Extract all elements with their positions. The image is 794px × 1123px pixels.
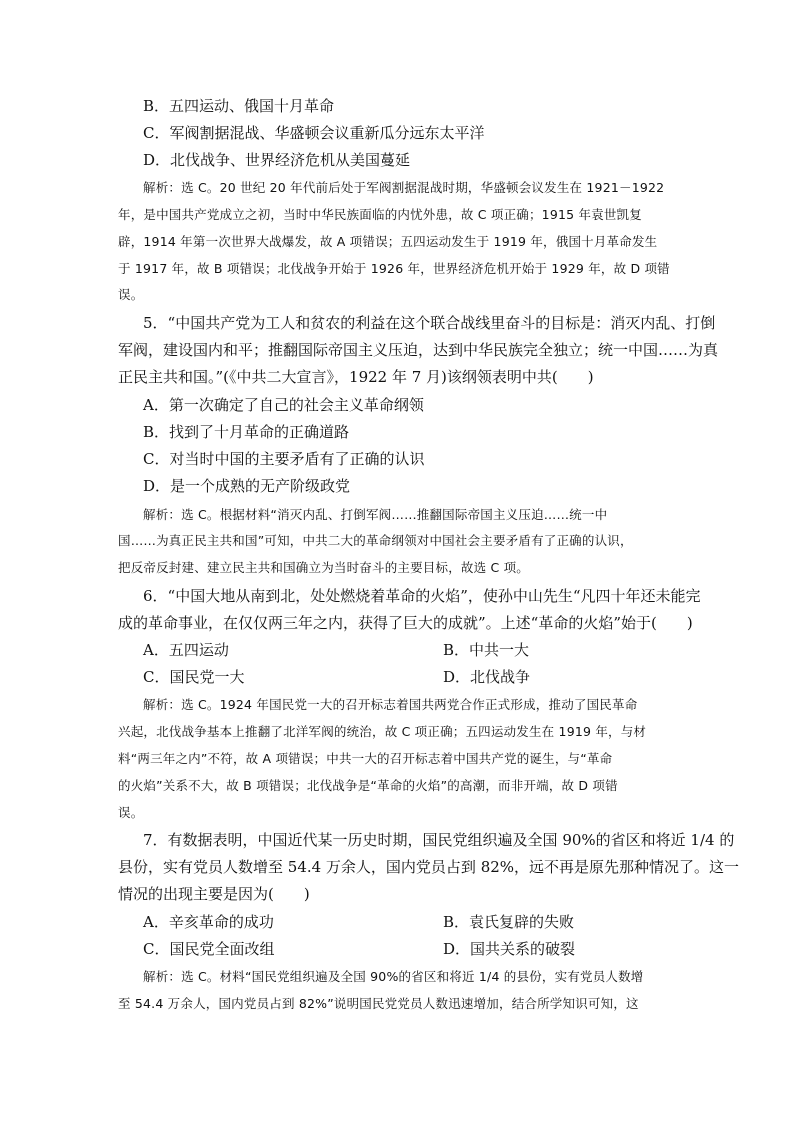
q4-analysis-line: 误。 — [118, 287, 144, 302]
q4-analysis-line: 解析：选 C。20 世纪 20 年代前后处于军阀割据混战时期，华盛顿会议发生在 1921－1922 — [143, 180, 665, 195]
q7-option-c: C．国民党全面改组 — [143, 940, 275, 958]
q6-analysis-line: 兴起，北伐战争基本上推翻了北洋军阀的统治，故 C 项正确；五四运动发生在 1919 年，与材 — [118, 724, 647, 739]
q7-stem-line: 7．有数据表明，中国近代某一历史时期，国民党组织遍及全国 90%的省区和将近 1/4 的 — [143, 831, 735, 849]
q5-option-d: D．是一个成熟的无产阶级政党 — [143, 477, 351, 495]
q4-analysis-line: 辟，1914 年第一次世界大战爆发，故 A 项错误；五四运动发生于 1919 年，俄国十月革命发生 — [118, 234, 658, 249]
q5-option-b: B．找到了十月革命的正确道路 — [143, 423, 350, 441]
q6-analysis-line: 误。 — [118, 805, 144, 820]
q6-option-b: B．中共一大 — [443, 641, 530, 659]
q5-option-c: C．对当时中国的主要矛盾有了正确的认识 — [143, 450, 425, 468]
q5-stem-line: 正民主共和国。”(《中共二大宣言》，1922 年 7 月)该纲领表明中共( ) — [118, 368, 594, 386]
q7-analysis-line: 至 54.4 万余人，国内党员占到 82%”说明国民党党员人数迅速增加，结合所学知识可知，这 — [118, 996, 639, 1011]
q5-option-a: A．第一次确定了自己的社会主义革命纲领 — [143, 396, 424, 414]
q5-analysis-line: 把反帝反封建、建立民主共和国确立为当时奋斗的主要目标，故选 C 项。 — [118, 560, 529, 575]
q5-stem-line: 军阀，建设国内和平；推翻国际帝国主义压迫，达到中华民族完全独立；统一中国……为真 — [118, 341, 719, 359]
q4-option-b: B．五四运动、俄国十月革命 — [143, 97, 335, 115]
q6-option-a: A．五四运动 — [143, 641, 229, 659]
q7-option-d: D．国共关系的破裂 — [443, 940, 576, 958]
q7-option-a: A．辛亥革命的成功 — [143, 913, 274, 931]
q6-stem-line: 成的革命事业，在仅仅两三年之内，获得了巨大的成就”。上述“革命的火焰”始于( ) — [118, 614, 693, 632]
q4-option-c: C．军阀割据混战、华盛顿会议重新瓜分远东太平洋 — [143, 124, 485, 142]
q4-analysis-line: 年，是中国共产党成立之初，当时中华民族面临的内忧外患，故 C 项正确；1915 年袁世凯复 — [118, 207, 642, 222]
q4-analysis-line: 于 1917 年，故 B 项错误；北伐战争开始于 1926 年，世界经济危机开始于 1929 年，故 D 项错 — [118, 261, 670, 276]
q6-analysis-line: 料“两三年之内”不符，故 A 项错误；中共一大的召开标志着中国共产党的诞生，与“革命 — [118, 751, 613, 766]
q6-analysis-line: 的火焰”关系不大，故 B 项错误；北伐战争是“革命的火焰”的高潮，而非开端，故 D 项错 — [118, 778, 618, 793]
q6-option-d: D．北伐战争 — [443, 668, 531, 686]
q7-stem-line: 县份，实有党员人数增至 54.4 万余人，国内党员占到 82%，远不再是原先那种情况了。这一 — [118, 858, 740, 876]
q5-stem-line: 5．“中国共产党为工人和贫农的利益在这个联合战线里奋斗的目标是：消灭内乱、打倒 — [143, 314, 716, 332]
q5-analysis-line: 解析：选 C。根据材料“消灭内乱、打倒军阀……推翻国际帝国主义压迫……统一中 — [143, 507, 608, 522]
q7-stem-line: 情况的出现主要是因为( ) — [118, 885, 310, 903]
q6-analysis-line: 解析：选 C。1924 年国民党一大的召开标志着国共两党合作正式形成，推动了国民革命 — [143, 697, 638, 712]
q6-stem-line: 6．“中国大地从南到北，处处燃烧着革命的火焰”，使孙中山先生“凡四十年还未能完 — [143, 587, 701, 605]
q5-analysis-line: 国……为真正民主共和国”可知，中共二大的革命纲领对中国社会主要矛盾有了正确的认识， — [118, 533, 633, 548]
q6-option-c: C．国民党一大 — [143, 668, 245, 686]
q7-option-b: B．袁氏复辟的失败 — [443, 913, 575, 931]
q4-option-d: D．北伐战争、世界经济危机从美国蔓延 — [143, 151, 411, 169]
q7-analysis-line: 解析：选 C。材料“国民党组织遍及全国 90%的省区和将近 1/4 的县份，实有党员人数增 — [143, 969, 644, 984]
